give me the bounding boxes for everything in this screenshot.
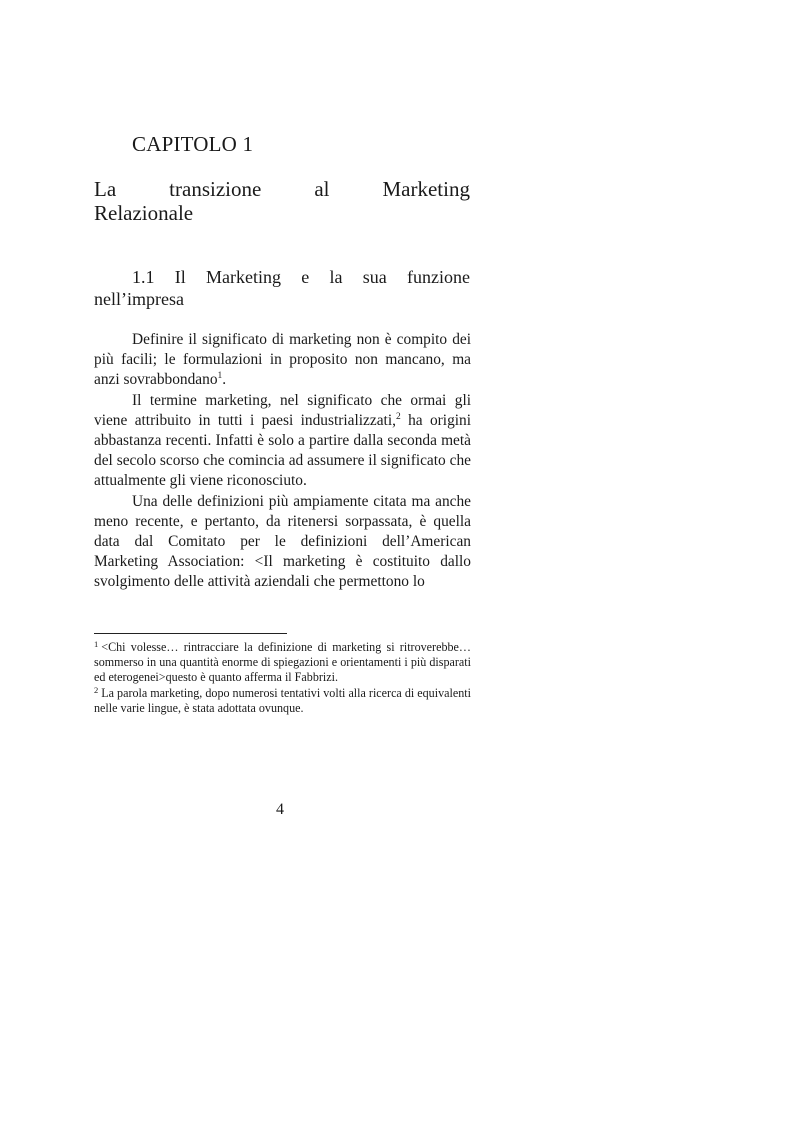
footnote-2-text: La parola marketing, dopo numerosi tentativi volti alla ricerca di equivalenti nelle varie lingue, è stata adottata ovunque. <box>94 685 471 715</box>
footnote-ref-1[interactable]: 1 <box>217 371 223 382</box>
chapter-title-line-2: Relazionale <box>94 201 194 225</box>
section-title-word: sua <box>362 267 387 287</box>
section-title-word: 1.1 <box>132 267 155 287</box>
chapter-title-word: Marketing <box>382 177 470 201</box>
section-title-line-2: nell’impresa <box>94 289 184 309</box>
section-title-word: e <box>301 267 310 287</box>
footnote-1 <box>94 640 471 686</box>
paragraph-1 <box>94 330 471 391</box>
footnotes <box>94 640 471 716</box>
paragraph-1-text: Definire il significato di marketing non è compito dei più facili; le formulazioni in proposito non mancano, ma anzi sovrabbondano <box>94 331 471 389</box>
body-text <box>94 330 471 593</box>
paragraph-2-text: Il termine marketing, nel significato che ormai gli viene attribuito in tutti i paesi industrializzati, <box>94 391 471 429</box>
paragraph-3-text: Una delle definizioni più ampiamente citata ma anche meno recente, e pertanto, da ritenersi sorpassata, è quella data dal Comitato per le definizioni dell’American Marketing Association: <Il marketing è costituito dallo svolgimento delle attività aziendali che permettono lo <box>94 492 471 591</box>
chapter-label: CAPITOLO 1 <box>132 132 254 156</box>
section-title <box>94 266 470 310</box>
section-title-word: la <box>329 267 343 287</box>
footnote-2-mark: 2 <box>94 684 99 695</box>
paragraph-1-end: . <box>222 371 227 389</box>
paragraph-2 <box>94 391 471 492</box>
section-title-word: Marketing <box>206 267 281 287</box>
paragraph-2-rest: ha origini abbastanza recenti. Infatti è solo a partire dalla seconda metà del secolo scorso che comincia ad assumere il significato che attualmente gli viene riconosciuto. <box>94 411 472 490</box>
footnote-1-mark: 1 <box>94 639 99 649</box>
section-title-word: funzione <box>406 267 470 287</box>
paragraph-3 <box>94 492 471 593</box>
footnote-2 <box>94 686 471 716</box>
footnote-separator <box>94 633 287 634</box>
section-title-line-1 <box>94 266 470 288</box>
footnote-1-text: <Chi volesse… rintracciare la definizione di marketing si ritroverebbe… sommerso in una quantità enorme di spiegazioni e orientamenti i più disparati ed eterogenei>questo è quanto afferma il Fabbrizi. <box>94 640 471 685</box>
page-number: 4 <box>276 801 284 818</box>
chapter-title-line-1 <box>94 177 470 201</box>
chapter-title-word: al <box>314 177 330 201</box>
footnote-ref-2[interactable]: 2 <box>395 411 401 422</box>
section-title-word: Il <box>174 267 186 287</box>
chapter-title <box>94 177 470 225</box>
chapter-title-word: La <box>94 177 117 201</box>
chapter-title-word: transizione <box>169 177 262 201</box>
